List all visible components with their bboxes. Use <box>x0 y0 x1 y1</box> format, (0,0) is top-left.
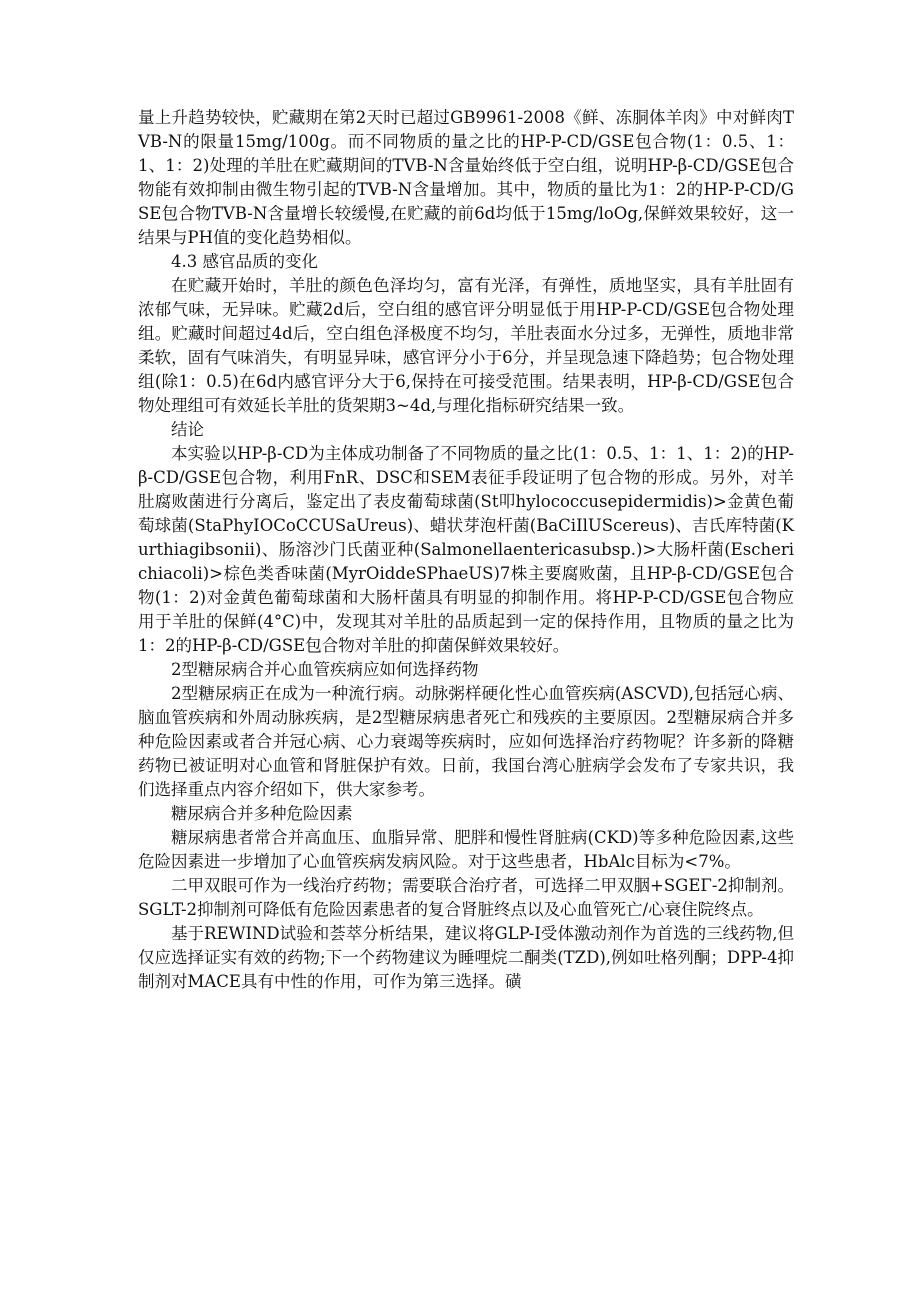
article-title-diabetes: 2型糖尿病合并心血管疾病应如何选择药物 <box>171 660 479 679</box>
document-page <box>138 106 794 994</box>
section-heading-sensory: 4.3 感官品质的变化 <box>171 252 318 271</box>
paragraph-sensory-quality: 在贮藏开始时，羊肚的颜色色泽均匀，富有光泽，有弹性，质地坚实，具有羊肚固有浓郁气味，无异味。贮藏2d后，空白组的感官评分明显低于用HP-P-CD/GSE包合物处理组。贮藏时间超过4d后，空白组色泽极度不均匀，羊肚表面水分过多，无弹性，质地非常柔软，固有气味消失，有明显异味，感官评分小于6分，并呈现急速下降趋势；包合物处理组(除1：0.5)在6d内感官评分大于6,保持在可接受范围。结果表明，HP-β-CD/GSE包合物处理组可有效延长羊肚的货架期3~4d,与理化指标研究结果一致。 <box>138 276 794 415</box>
paragraph-tvbn-result: 量上升趋势较快，贮藏期在第2天时已超过GB9961-2008《鲜、冻胴体羊肉》中对鲜肉TVB-N的限量15mg/100g。而不同物质的量之比的HP-P-CD/GSE包合物(1：0.5、1：1、1：2)处理的羊肚在贮藏期间的TVB-N含量始终低于空白组，说明HP-β-CD/GSE包合物能有效抑制由微生物引起的TVB-N含量增加。其中，物质的量比为1：2的HP-P-CD/GSE包合物TVB-N含量增长较缓慢,在贮藏的前6d均低于15mg/loOg,保鲜效果较好，这一结果与PH值的变化趋势相似。 <box>138 108 794 247</box>
paragraph-rewind: 基于REWIND试验和荟萃分析结果，建议将GLP-I受体激动剂作为首选的三线药物,但仅应选择证实有效的药物;下一个药物建议为睡哩烷二酮类(TZD),例如吐格列酮；DPP-4抑制剂对MACE具有中性的作用，可作为第三选择。磺 <box>138 924 794 991</box>
section-heading-conclusion: 结论 <box>171 420 204 439</box>
paragraph-conclusion: 本实验以HP-β-CD为主体成功制备了不同物质的量之比(1：0.5、1：1、1：2)的HP-β-CD/GSE包合物，利用FnR、DSC和SEM表征手段证明了包合物的形成。另外，对羊肚腐败菌进行分离后，鉴定出了表皮葡萄球菌(St叩hylococcusepidermidis)>金黄色葡萄球菌(StaPhyIOCoCCUSaUreus)、蜡状芽泡杆菌(BaCiIlUScereus)、吉氏库特菌(Kurthiagibsonii)、肠溶沙门氏菌亚种(Salmonellaentericasubsp.)>大肠杆菌(Escherichiacoli)>棕色类香味菌(MyrOiddeSPhaeUS)7株主要腐败菌，且HP-β-CD/GSE包合物(1：2)对金黄色葡萄球菌和大肠杆菌具有明显的抑制作用。将HP-P-CD/GSE包合物应用于羊肚的保鲜(4°C)中，发现其对羊肚的品质起到一定的保持作用，且物质的量之比为1：2的HP-β-CD/GSE包合物对羊肚的抑菌保鲜效果较好。 <box>138 444 794 655</box>
paragraph-diabetes-intro: 2型糖尿病正在成为一种流行病。动脉粥样硬化性心血管疾病(ASCVD),包括冠心病、脑血管疾病和外周动脉疾病，是2型糖尿病患者死亡和残疾的主要原因。2型糖尿病合并多种危险因素或者合并冠心病、心力衰竭等疾病时，应如何选择治疗药物呢？许多新的降糖药物已被证明对心血管和肾脏保护有效。日前，我国台湾心脏病学会发布了专家共识，我们选择重点内容介绍如下，供大家参考。 <box>138 684 794 799</box>
paragraph-risk-factors: 糖尿病患者常合并高血压、血脂异常、肥胖和慢性肾脏病(CKD)等多种危险因素,这些危险因素进一步增加了心血管疾病发病风险。对于这些患者，HbAlc目标为<7%。 <box>138 828 794 871</box>
paragraph-metformin: 二甲双眼可作为一线治疗药物；需要联合治疗者，可选择二甲双胭+SGEΓ-2抑制剂。SGLT-2抑制剂可降低有危险因素患者的复合肾脏终点以及心血管死亡/心衰住院终点。 <box>138 876 794 919</box>
section-heading-risk-factors: 糖尿病合并多种危险因素 <box>171 804 353 823</box>
